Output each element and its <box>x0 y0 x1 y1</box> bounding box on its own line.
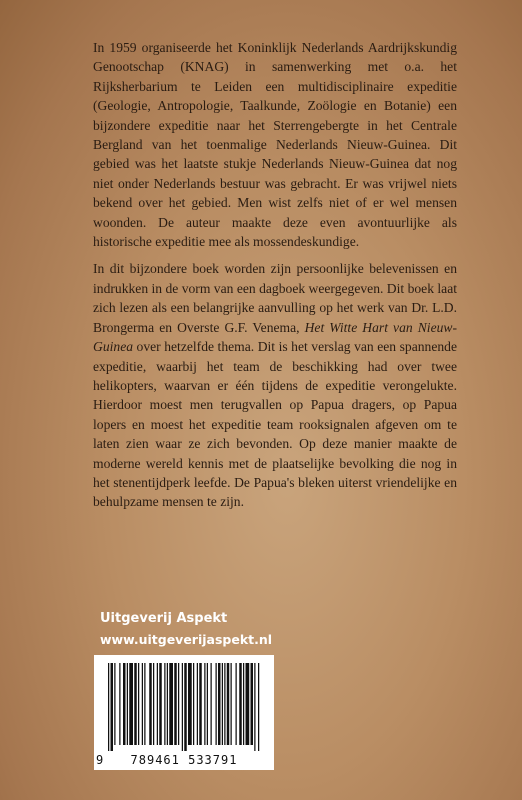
barcode-bar <box>182 663 183 751</box>
book-title-reference: Het Witte Hart van Nieuw-Guinea <box>93 319 457 355</box>
barcode-bar <box>204 663 205 745</box>
blurb-paragraph-1: In 1959 organiseerde het Koninklijk Nederlands Aardrijkskundig Genootschap (KNAG) in samenwerking met o.a. het Rijksherbarium te Leiden een multidisciplinaire expeditie (Geologie, Antropologie, Taalkunde, Zoölogie en Botanie) een bijzondere expeditie naar het Sterrengebergte in het Centrale Bergland van het toenmalige Nederlands Nieuw-Guinea. Dit gebied was het laatste stukje Nederlands Nieuw-Guinea dat nog niet onder Nederlands bestuur was gebracht. Er was vrijwel niets bekend over het gebied. Men wist zelfs niet of er wel mensen woonden. De auteur maakte deze even avontuurlijke als historische expeditie mee als mossendeskundige. <box>93 40 457 250</box>
barcode-bar <box>123 663 126 745</box>
barcode-bar <box>207 663 208 745</box>
barcode-bar <box>129 663 133 745</box>
barcode-bar <box>239 663 242 745</box>
barcode-bar <box>149 663 152 745</box>
barcode-bar <box>193 663 194 745</box>
back-cover-blurb <box>93 38 457 512</box>
barcode-bar <box>174 663 177 745</box>
barcode-bar <box>184 663 187 751</box>
barcode-bar <box>254 663 255 751</box>
barcode-lead-digit: 9 <box>96 753 104 767</box>
barcode-bar <box>178 663 179 745</box>
barcode-bar <box>157 663 158 745</box>
blurb-paragraph-2 <box>93 259 457 511</box>
barcode-bar <box>138 663 139 745</box>
barcode-bar <box>251 663 254 745</box>
barcode-bar <box>111 663 114 751</box>
barcode-bar <box>164 663 165 745</box>
barcode-digits: 789461 533791 <box>130 753 238 767</box>
barcode-bar <box>211 663 212 745</box>
blurb-p2-text-a: In dit bijzondere boek worden zijn persoonlijke belevenissen en indrukken in de vorm van een dagboek weergegeven. Dit boek laat zich lezen als een belangrijke aanvulling op het werk van Dr. L.D. Brongerma en Overste G.F. Venema, <box>93 261 458 335</box>
blurb-p2-text-b: over hetzelfde thema. Dit is het verslag van een spannende expeditie, waarbij het team de beschikking had over twee helikopters, waarvan er één tijdens de expeditie verongelukte. Hierdoor moest men terugvallen op Papua dragers, op Papua lopers en moest het expeditie team rooksignalen afgeven om te laten zien waar ze zich bevonden. Op deze manier maakte de moderne wereld kennis met de plaatselijke bevolking die nog in het stenentijdperk leefde. De Papua's bleken uiterst vriendelijke en behulpzame mensen te zijn. <box>93 339 457 510</box>
barcode-bar <box>153 663 154 745</box>
barcode-bar <box>134 663 137 745</box>
barcode-bar <box>188 663 192 745</box>
barcode-bar <box>169 663 173 745</box>
isbn-barcode <box>94 655 274 770</box>
barcode-bar <box>218 663 221 745</box>
barcode-bar <box>246 663 250 745</box>
barcode-bar <box>119 663 120 745</box>
barcode-bar <box>108 663 109 751</box>
barcode-bar <box>222 663 223 745</box>
barcode-bar <box>258 663 259 751</box>
barcode-bars <box>104 663 264 751</box>
barcode-bar <box>231 663 232 745</box>
barcode-bar <box>236 663 237 745</box>
barcode-bar <box>224 663 225 745</box>
barcode-bar <box>144 663 145 745</box>
barcode-bar <box>167 663 168 745</box>
barcode-bar <box>227 663 230 745</box>
barcode-bar <box>199 663 202 745</box>
publisher-url[interactable]: www.uitgeverijaspekt.nl <box>100 632 273 647</box>
barcode-bar <box>127 663 128 745</box>
barcode-bar <box>243 663 244 745</box>
barcode-bar <box>159 663 162 745</box>
barcode-bar <box>142 663 143 745</box>
barcode-bar <box>197 663 198 745</box>
barcode-bar <box>216 663 217 745</box>
barcode-bar <box>114 663 115 745</box>
publisher-name: Uitgeverij Aspekt <box>100 611 228 626</box>
publisher-block <box>100 610 360 649</box>
